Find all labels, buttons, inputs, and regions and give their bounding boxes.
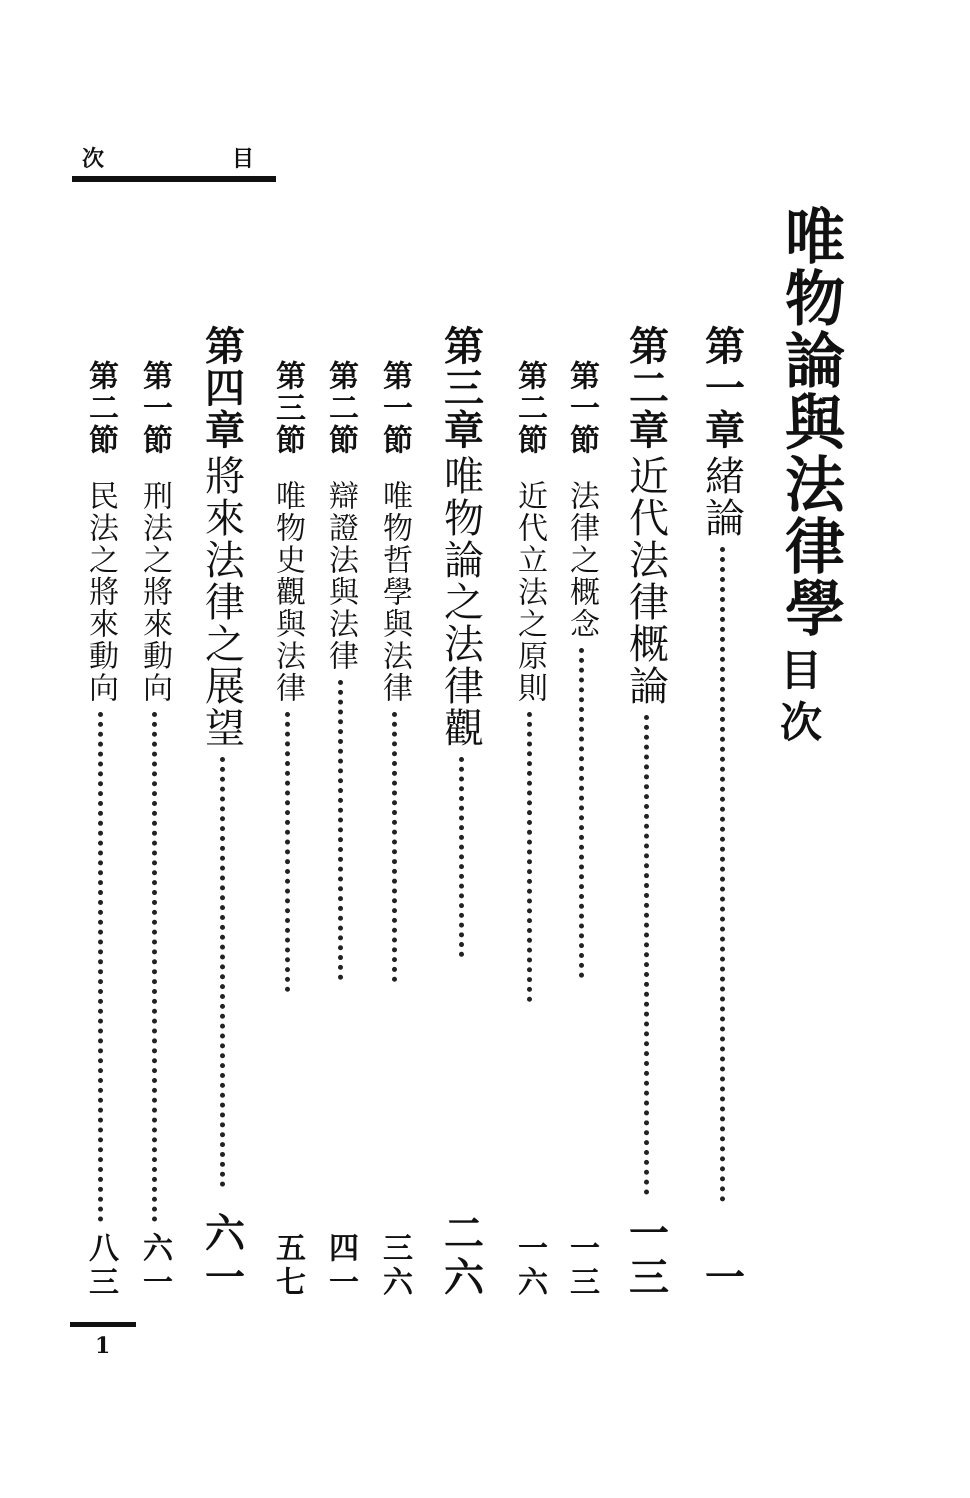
dot-leader [527, 712, 532, 1002]
entry-page: 一 [698, 1256, 746, 1300]
entry-page: 五七 [270, 1232, 305, 1300]
entry-title: 近代法律概論 [622, 455, 669, 707]
entry-title: 將來法律之展望 [198, 455, 245, 749]
entry-page: 三六 [377, 1232, 412, 1300]
dot-leader [220, 757, 225, 1187]
entry-title: 民法之將來動向 [83, 480, 118, 704]
toc-entry [198, 325, 246, 1300]
toc-entry [622, 325, 670, 1300]
toc-entry [437, 325, 485, 1300]
entry-page: 一三 [564, 1232, 599, 1300]
entry-title: 唯物論之法律觀 [437, 455, 484, 749]
entry-page: 一三 [622, 1212, 670, 1300]
toc-entry [376, 360, 412, 1300]
running-head-left: 次 [82, 146, 105, 172]
dot-leader [338, 680, 343, 980]
page-folio: 1 [95, 1333, 111, 1359]
entry-page: 二六 [437, 1212, 485, 1300]
footer-rule [70, 1322, 136, 1327]
toc-entry [269, 360, 305, 1300]
dot-leader [285, 712, 290, 992]
entry-number: 第一節 [137, 360, 172, 456]
dot-leader [644, 715, 649, 1195]
entry-number: 第二節 [83, 360, 118, 456]
dot-leader [459, 757, 464, 957]
entry-number: 第四章 [198, 325, 246, 451]
dot-leader [720, 547, 725, 1202]
entry-title: 緒論 [698, 455, 745, 539]
dot-leader [152, 712, 157, 1222]
entry-page: 一六 [512, 1232, 547, 1300]
book-title: 唯物論與法律學 [775, 205, 845, 639]
running-head-right: 目 [232, 146, 255, 172]
entry-page: 八三 [83, 1232, 118, 1300]
entry-number: 第三章 [437, 325, 485, 451]
toc-entry [698, 325, 746, 1300]
toc-entry [511, 360, 547, 1300]
entry-page: 四一 [323, 1232, 358, 1300]
entry-number: 第二章 [622, 325, 670, 451]
toc-subtitle: 目次 [774, 648, 823, 752]
toc-entry [136, 360, 172, 1300]
dot-leader [98, 712, 103, 1222]
entry-number: 第二節 [323, 360, 358, 456]
entry-number: 第一節 [564, 360, 599, 456]
toc-entry [82, 360, 118, 1300]
entry-number: 第三節 [270, 360, 305, 456]
entry-page: 六一 [198, 1212, 246, 1300]
entry-title: 刑法之將來動向 [137, 480, 172, 704]
entry-title: 辯證法與法律 [323, 480, 358, 672]
entry-number: 第一章 [698, 325, 746, 451]
toc-entry [322, 360, 358, 1300]
entry-title: 唯物史觀與法律 [270, 480, 305, 704]
dot-leader [392, 712, 397, 982]
dot-leader [579, 648, 584, 978]
header-rule [72, 176, 276, 182]
entry-page: 六一 [137, 1232, 172, 1300]
entry-number: 第二節 [512, 360, 547, 456]
entry-title: 近代立法之原則 [512, 480, 547, 704]
entry-title: 唯物哲學與法律 [377, 480, 412, 704]
entry-number: 第一節 [377, 360, 412, 456]
toc-entry [563, 360, 599, 1300]
entry-title: 法律之概念 [564, 480, 599, 640]
